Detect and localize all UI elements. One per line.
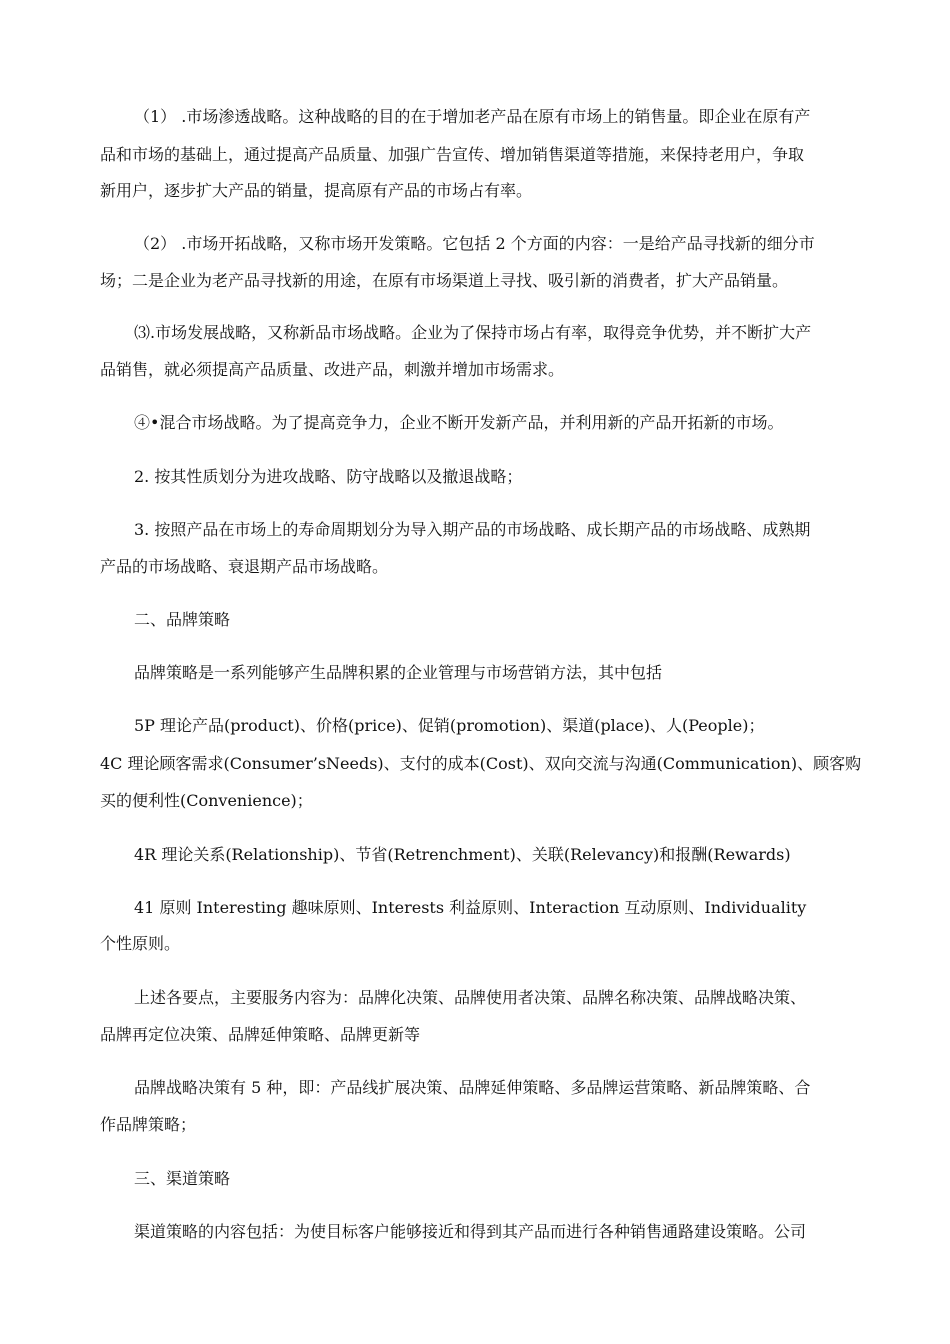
paragraph-line: 品牌战略决策有 5 种，即：产品线扩展决策、品牌延伸策略、多品牌运营策略、新品牌策略、合 (134, 1078, 811, 1097)
paragraph-line: ④•混合市场战略。为了提高竞争力，企业不断开发新产品，并利用新的产品开拓新的市场。 (134, 413, 784, 432)
paragraph-line: 场；二是企业为老产品寻找新的用途，在原有市场渠道上寻找、吸引新的消费者，扩大产品销量。 (100, 271, 789, 290)
paragraph-line: 4C 理论顾客需求(Consumer’sNeeds)、支付的成本(Cost)、双向交流与沟通(Communication)、顾客购 (100, 754, 862, 773)
paragraph-line: 品和市场的基础上，通过提高产品质量、加强广告宣传、增加销售渠道等措施，来保持老用户，争取 (100, 145, 805, 164)
paragraph-line: 新用户，逐步扩大产品的销量，提高原有产品的市场占有率。 (100, 181, 533, 200)
paragraph-line: （1） .市场渗透战略。这种战略的目的在于增加老产品在原有市场上的销售量。即企业在原有产 (134, 107, 811, 126)
paragraph-line: 3. 按照产品在市场上的寿命周期划分为导入期产品的市场战略、成长期产品的市场战略、成熟期 (134, 520, 811, 539)
paragraph-line: 品销售，就必须提高产品质量、改进产品，刺激并增加市场需求。 (100, 360, 565, 379)
paragraph-line: ⑶.市场发展战略，又称新品市场战略。企业为了保持市场占有率，取得竞争优势，并不断扩大产 (134, 323, 812, 342)
paragraph-line: 4R 理论关系(Relationship)、节省(Retrenchment)、关联(Relevancy)和报酬(Rewards) (134, 845, 791, 864)
paragraph-line: 个性原则。 (100, 934, 181, 953)
paragraph-line: 作品牌策略； (100, 1115, 197, 1134)
paragraph-line: 41 原则 Interesting 趣味原则、Interests 利益原则、Interaction 互动原则、Individuality (134, 898, 807, 917)
section-heading: 二、品牌策略 (134, 610, 231, 629)
paragraph-line: （2） .市场开拓战略，又称市场开发策略。它包括 2 个方面的内容：一是给产品寻找新的细分市 (134, 234, 815, 253)
paragraph-line: 买的便利性(Convenience)； (100, 791, 313, 810)
paragraph-line: 上述各要点，主要服务内容为：品牌化决策、品牌使用者决策、品牌名称决策、品牌战略决策、 (134, 988, 807, 1007)
paragraph-line: 5P 理论产品(product)、价格(price)、促销(promotion)、渠道(place)、人(People)； (134, 716, 765, 735)
paragraph-line: 产品的市场战略、衰退期产品市场战略。 (100, 557, 389, 576)
paragraph-line: 品牌再定位决策、品牌延伸策略、品牌更新等 (100, 1025, 421, 1044)
section-heading: 三、渠道策略 (134, 1169, 231, 1188)
paragraph-line: 2. 按其性质划分为进攻战略、防守战略以及撤退战略； (134, 467, 523, 486)
paragraph-line: 渠道策略的内容包括：为使目标客户能够接近和得到其产品而进行各种销售通路建设策略。公司 (134, 1222, 807, 1241)
paragraph-line: 品牌策略是一系列能够产生品牌积累的企业管理与市场营销方法，其中包括 (134, 663, 663, 682)
